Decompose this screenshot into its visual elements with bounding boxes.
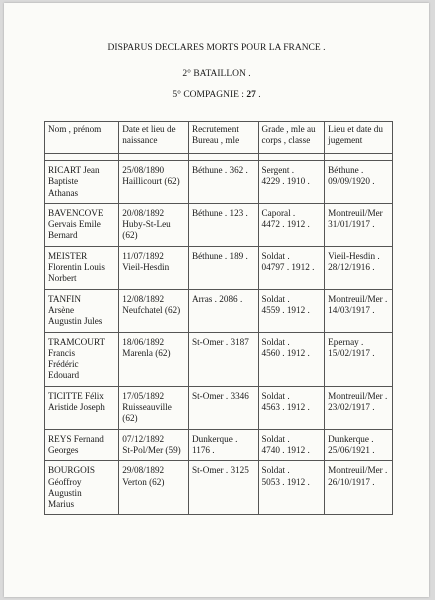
cell-line: Date et lieu de bbox=[122, 124, 176, 134]
cell-line: Soldat . bbox=[261, 336, 290, 347]
cell-line: St-Omer . 3346 bbox=[191, 390, 249, 401]
cell-line: Augustin Jules bbox=[48, 316, 103, 327]
cell-line: St-Omer . 3125 bbox=[191, 465, 249, 476]
cell-line: 4740 . 1912 . bbox=[261, 444, 310, 455]
table-cell bbox=[258, 289, 325, 332]
company-number: 27 bbox=[246, 90, 256, 100]
column-header bbox=[325, 122, 393, 154]
cell-line: Béthune . 189 . bbox=[191, 250, 248, 261]
cell-line: St-Pol/Mer (59) bbox=[122, 444, 181, 455]
company-heading bbox=[4, 90, 429, 100]
table-row bbox=[45, 461, 393, 515]
cell-line: Montreuil/Mer . bbox=[328, 465, 388, 476]
table-row bbox=[45, 289, 393, 332]
table-row bbox=[45, 161, 393, 204]
cell-line: 26/10/1917 . bbox=[328, 476, 375, 487]
table-row bbox=[45, 386, 393, 429]
cell-line: Géoffroy bbox=[48, 476, 82, 487]
cell-line: 25/08/1890 bbox=[122, 165, 165, 175]
cell-line: Caporal . bbox=[261, 207, 296, 218]
cell-line: Soldat . bbox=[261, 433, 290, 444]
table-cell bbox=[325, 246, 393, 289]
cell-line: Soldat . bbox=[261, 293, 290, 304]
table-cell bbox=[119, 246, 189, 289]
cell-line: Soldat . bbox=[261, 390, 290, 401]
cell-line: 04797 . 1912 . bbox=[261, 262, 315, 273]
cell-line: Sergent . bbox=[261, 165, 295, 175]
cell-line: 20/08/1892 bbox=[122, 207, 165, 218]
cell-line: Baptiste bbox=[48, 176, 79, 187]
table-cell bbox=[325, 332, 393, 386]
cell-line: Bureau , mle bbox=[191, 135, 240, 146]
cell-line: Vieil-Hesdin bbox=[122, 262, 170, 273]
cell-line: 14/03/1917 . bbox=[328, 304, 375, 315]
table-cell bbox=[119, 161, 189, 204]
table-cell bbox=[45, 332, 119, 386]
cell-line: jugement bbox=[328, 135, 363, 146]
cell-line: Ruisseauville bbox=[122, 402, 172, 413]
cell-line: Neufchatel (62) bbox=[122, 304, 181, 315]
company-heading-suffix: . bbox=[255, 90, 261, 100]
cell-line: Montreuil/Mer bbox=[328, 207, 383, 218]
table-cell bbox=[45, 289, 119, 332]
cell-line: Athanas bbox=[48, 187, 79, 198]
cell-line: Frédéric bbox=[48, 359, 79, 370]
table-cell bbox=[188, 461, 258, 515]
cell-line: 5053 . 1912 . bbox=[261, 476, 310, 487]
table-cell bbox=[258, 461, 325, 515]
table-cell bbox=[258, 429, 325, 461]
battalion-heading: 2° BATAILLON . bbox=[182, 69, 251, 79]
cell-line: Recrutement bbox=[191, 124, 239, 134]
cell-line: Nom , prénom bbox=[48, 124, 102, 134]
cell-line: 18/06/1892 bbox=[122, 336, 165, 347]
cell-line: Bernard bbox=[48, 230, 78, 241]
cell-line: TANFIN bbox=[48, 293, 81, 304]
table-cell bbox=[188, 203, 258, 246]
cell-line: Norbert bbox=[48, 273, 77, 284]
cell-line: 15/02/1917 . bbox=[328, 347, 375, 358]
table-cell bbox=[188, 429, 258, 461]
cell-line: corps , classe bbox=[261, 135, 311, 146]
cell-line: Grade , mle au bbox=[261, 124, 316, 134]
cell-line: Marenla (62) bbox=[122, 347, 171, 358]
cell-line: (62) bbox=[122, 413, 138, 424]
table-cell bbox=[45, 461, 119, 515]
cell-line: 23/02/1917 . bbox=[328, 402, 375, 413]
column-header bbox=[258, 122, 325, 154]
cell-line: Béthune . bbox=[328, 165, 364, 175]
table-cell bbox=[258, 386, 325, 429]
table-row bbox=[45, 246, 393, 289]
cell-line: Montreuil/Mer . bbox=[328, 390, 388, 401]
table-cell bbox=[119, 461, 189, 515]
cell-line: Epernay . bbox=[328, 336, 364, 347]
cell-line: 4563 . 1912 . bbox=[261, 402, 310, 413]
table-cell bbox=[325, 386, 393, 429]
cell-line: Lieu et date du bbox=[328, 124, 383, 134]
table-cell bbox=[258, 332, 325, 386]
table-cell bbox=[45, 203, 119, 246]
table-cell bbox=[325, 429, 393, 461]
table-cell bbox=[45, 161, 119, 204]
table-cell bbox=[45, 429, 119, 461]
cell-line: Georges bbox=[48, 444, 79, 455]
table-cell bbox=[188, 332, 258, 386]
cell-line: Francis bbox=[48, 347, 76, 358]
table-row bbox=[45, 429, 393, 461]
cell-line: 4560 . 1912 . bbox=[261, 347, 310, 358]
cell-line: Vieil-Hesdin . bbox=[328, 250, 380, 261]
cell-line: Verton (62) bbox=[122, 476, 165, 487]
company-heading-prefix: 5° COMPAGNIE : bbox=[172, 90, 247, 100]
cell-line: Aristide Joseph bbox=[48, 402, 105, 413]
table-cell bbox=[188, 246, 258, 289]
column-header bbox=[119, 122, 189, 154]
cell-line: 1176 . bbox=[191, 444, 215, 455]
table-cell bbox=[119, 332, 189, 386]
cell-line: Edouard bbox=[48, 370, 80, 381]
cell-line: Dunkerque . bbox=[191, 433, 238, 444]
cell-line: 09/09/1920 . bbox=[328, 176, 375, 187]
table-cell bbox=[258, 161, 325, 204]
table-cell bbox=[325, 161, 393, 204]
cell-line: Montreuil/Mer . bbox=[328, 293, 388, 304]
cell-line: Béthune . 123 . bbox=[191, 207, 248, 218]
table-row bbox=[45, 203, 393, 246]
column-header bbox=[45, 122, 119, 154]
cell-line: St-Omer . 3187 bbox=[191, 336, 249, 347]
cell-line: Dunkerque . bbox=[328, 433, 374, 444]
table-cell bbox=[325, 461, 393, 515]
cell-line: Marius bbox=[48, 499, 75, 510]
cell-line: TICITTE Félix bbox=[48, 390, 104, 401]
table-spacer-row bbox=[45, 154, 393, 161]
table-cell bbox=[45, 386, 119, 429]
cell-line: TRAMCOURT bbox=[48, 336, 106, 347]
cell-line: Augustin bbox=[48, 487, 82, 498]
table-cell bbox=[258, 246, 325, 289]
cell-line: naissance bbox=[122, 135, 158, 146]
table-body bbox=[45, 154, 393, 515]
document-page bbox=[4, 3, 429, 597]
table-cell bbox=[45, 246, 119, 289]
cell-line: Huby-St-Leu bbox=[122, 219, 171, 230]
table-header-row bbox=[45, 122, 393, 154]
cell-line: Arras . 2086 . bbox=[191, 293, 243, 304]
table-cell bbox=[188, 161, 258, 204]
cell-line: BAVENCOVE bbox=[48, 207, 104, 218]
cell-line: 29/08/1892 bbox=[122, 465, 165, 476]
cell-line: Florentin Louis bbox=[48, 262, 105, 273]
cell-line: 17/05/1892 bbox=[122, 390, 165, 401]
table-cell bbox=[188, 386, 258, 429]
cell-line: 12/08/1892 bbox=[122, 293, 165, 304]
cell-line: Soldat . bbox=[261, 250, 290, 261]
table-cell bbox=[119, 429, 189, 461]
table-cell bbox=[119, 386, 189, 429]
cell-line: 25/06/1921 . bbox=[328, 444, 375, 455]
cell-line: Gervais Emile bbox=[48, 219, 101, 230]
cell-line: (62) bbox=[122, 230, 138, 241]
table-cell bbox=[119, 203, 189, 246]
table-cell bbox=[258, 203, 325, 246]
cell-line: REYS Fernand bbox=[48, 433, 104, 444]
table-cell bbox=[325, 203, 393, 246]
cell-line: 4229 . 1910 . bbox=[261, 176, 310, 187]
cell-line: Soldat . bbox=[261, 465, 290, 476]
cell-line: MEISTER bbox=[48, 250, 88, 261]
casualty-table bbox=[44, 121, 393, 515]
table-cell bbox=[325, 289, 393, 332]
cell-line: BOURGOIS bbox=[48, 465, 95, 476]
cell-line: 28/12/1916 . bbox=[328, 262, 375, 273]
cell-line: Béthune . 362 . bbox=[191, 165, 248, 175]
cell-line: 11/07/1892 bbox=[122, 250, 164, 261]
cell-line: RICART Jean bbox=[48, 165, 100, 175]
table-cell bbox=[188, 289, 258, 332]
cell-line: Haillicourt (62) bbox=[122, 176, 180, 187]
cell-line: 4472 . 1912 . bbox=[261, 219, 310, 230]
cell-line: Arsène bbox=[48, 304, 75, 315]
cell-line: 07/12/1892 bbox=[122, 433, 165, 444]
cell-line: 31/01/1917 . bbox=[328, 219, 375, 230]
cell-line: 4559 . 1912 . bbox=[261, 304, 310, 315]
table-cell bbox=[119, 289, 189, 332]
document-title: DISPARUS DECLARES MORTS POUR LA FRANCE . bbox=[107, 43, 326, 53]
table-row bbox=[45, 332, 393, 386]
column-header bbox=[188, 122, 258, 154]
